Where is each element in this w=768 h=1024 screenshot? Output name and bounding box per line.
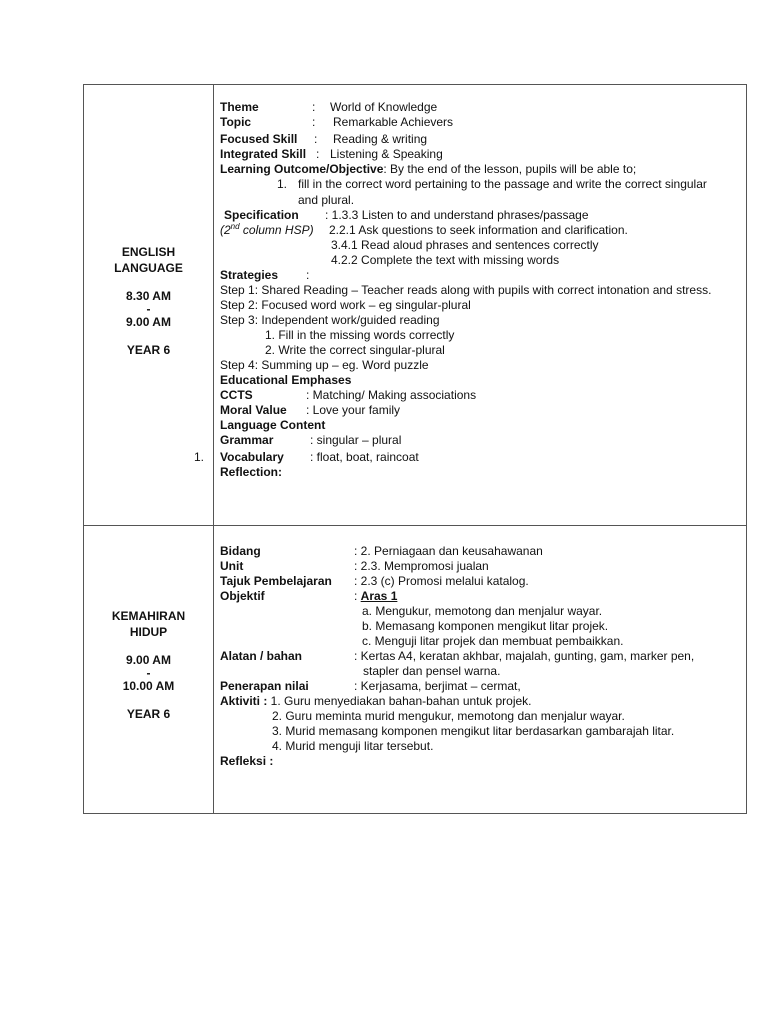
theme-colon: : [312,100,316,114]
bidang-label: Bidang [220,544,261,558]
year-label: YEAR 6 [126,707,171,721]
time-end: 10.00 AM [122,679,175,693]
lo-item-number: 1. [277,177,288,191]
vocabulary-number: 1. [194,450,205,464]
objektif-line [220,589,742,604]
focused-skill-line [220,132,742,147]
year-label: YEAR 6 [126,343,171,357]
penerapan-label: Penerapan nilai [220,679,309,693]
learning-outcome-line [220,162,742,177]
unit-value: : 2.3. Mempromosi jualan [354,559,489,573]
step-4: Step 4: Summing up – eg. Word puzzle [220,358,429,372]
integrated-skill-value: Listening & Speaking [330,147,443,161]
aktiviti-4-line [220,739,742,754]
topic-value: Remarkable Achievers [333,115,454,129]
moral-value-line [220,403,742,418]
subject-name-line1: ENGLISH [121,245,176,259]
refleksi-label: Refleksi : [220,754,274,768]
specification-4: 4.2.2 Complete the text with missing words [331,253,560,267]
vocabulary-label: Vocabulary [220,450,284,464]
unit-line [220,559,742,574]
ccts-label: CCTS [220,388,253,402]
aktiviti-4: 4. Murid menguji litar tersebut. [272,739,434,753]
grammar-value: : singular – plural [310,433,402,447]
aktiviti-3-line [220,724,742,739]
integrated-skill-line [220,147,742,162]
theme-label: Theme [220,100,259,114]
topic-line [220,115,742,130]
aktiviti-3: 3. Murid memasang komponen mengikut litar berdasarkan gambarajah litar. [272,724,675,738]
integrated-skill-label: Integrated Skill [220,147,307,161]
ccts-value: : Matching/ Making associations [306,388,477,402]
aktiviti-1: 1. Guru menyediakan bahan-bahan untuk projek. [267,694,532,708]
kemahiran-subject-cell [84,526,214,814]
learning-outcome-item-cont [220,193,742,208]
tajuk-line [220,574,742,589]
kemahiran-details-cell [214,526,747,814]
english-row [84,85,747,526]
vocabulary-value: : float, boat, raincoat [310,450,419,464]
strategies-label: Strategies [220,268,279,282]
lesson-plan-table [83,84,747,814]
bidang-value: : 2. Perniagaan dan keusahawanan [354,544,543,558]
penerapan-line [220,679,742,694]
objektif-item-a: a. Mengukur, memotong dan menjalur wayar. [362,604,603,618]
reflection-label: Reflection: [220,465,283,479]
step-3-item-2: 2. Write the correct singular-plural [265,343,445,357]
theme-line [220,100,742,115]
bidang-line [220,544,742,559]
learning-outcome-value: : By the end of the lesson, pupils will be able to; [383,162,637,176]
learning-outcome-label: Learning Outcome/Objective [220,162,384,176]
focused-skill-value: Reading & writing [333,132,428,146]
vocabulary-line [194,450,742,465]
specification-line-4 [220,253,742,268]
focused-skill-label: Focused Skill [220,132,298,146]
objektif-label: Objektif [220,589,265,603]
time-separator: - [146,302,151,316]
specification-label: Specification [224,208,299,222]
specification-3: 3.4.1 Read aloud phrases and sentences correctly [331,238,599,252]
unit-label: Unit [220,559,244,573]
moral-value-label: Moral Value [220,403,287,417]
time-separator: - [146,666,151,680]
english-details-cell [194,85,747,526]
specification-2: 2.2.1 Ask questions to seek information and clarification. [329,223,628,237]
specification-1: : 1.3.3 Listen to and understand phrases/passage [325,208,589,222]
objektif-item-c: c. Menguji litar projek dan membuat pembaikkan. [362,634,624,648]
specification-line [220,208,742,223]
subject-name-line1: KEMAHIRAN [111,609,186,623]
aktiviti-line [220,694,742,709]
objektif-value: Aras 1 [360,589,398,603]
theme-value: World of Knowledge [330,100,438,114]
lo-item-text: fill in the correct word pertaining to the passage and write the correct singular [298,177,707,191]
integrated-skill-colon: : [316,147,320,161]
tajuk-label: Tajuk Pembelajaran [220,574,332,588]
strategies-colon: : [306,268,310,282]
strategies-line [220,268,742,283]
objektif-item-b: b. Memasang komponen mengikut litar projek. [362,619,609,633]
penerapan-value: : Kerjasama, berjimat – cermat, [354,679,521,693]
specification-line-2 [220,223,742,238]
learning-outcome-item [220,177,742,192]
lo-item-text-cont: and plural. [298,193,355,207]
time-start: 8.30 AM [126,289,171,303]
alatan-label: Alatan / bahan [220,649,303,663]
hsp-note: (2nd column HSP) [220,222,314,237]
language-content-label: Language Content [220,418,326,432]
step-1: Step 1: Shared Reading – Teacher reads along with pupils with correct intonation and stress. [220,283,712,297]
time-end: 9.00 AM [126,315,171,329]
alatan-line [220,649,742,664]
topic-label: Topic [220,115,252,129]
alatan-line-2 [220,664,742,679]
aktiviti-label: Aktiviti : [220,694,268,708]
step-3-item-1: 1. Fill in the missing words correctly [265,328,455,342]
grammar-line [220,433,742,448]
ccts-line [220,388,742,403]
aktiviti-2: 2. Guru meminta murid mengukur, memotong dan menjalur wayar. [272,709,625,723]
educational-emphases-label: Educational Emphases [220,373,352,387]
step-2: Step 2: Focused word work – eg singular-plural [220,298,471,312]
step-3: Step 3: Independent work/guided reading [220,313,440,327]
moral-value-value: : Love your family [306,403,401,417]
specification-line-3 [220,238,742,253]
subject-name-line2: HIDUP [129,625,168,639]
tajuk-value: : 2.3 (c) Promosi melalui katalog. [354,574,529,588]
aktiviti-2-line [220,709,742,724]
focused-skill-colon: : [314,132,318,146]
kemahiran-row [84,526,747,814]
alatan-value: : Kertas A4, keratan akhbar, majalah, gunting, gam, marker pen, [354,649,695,663]
alatan-value-cont: stapler dan pensel warna. [363,664,501,678]
objektif-colon: : [354,589,361,603]
topic-colon: : [312,115,316,129]
grammar-label: Grammar [220,433,274,447]
subject-name-line2: LANGUAGE [114,261,183,275]
time-start: 9.00 AM [126,653,171,667]
